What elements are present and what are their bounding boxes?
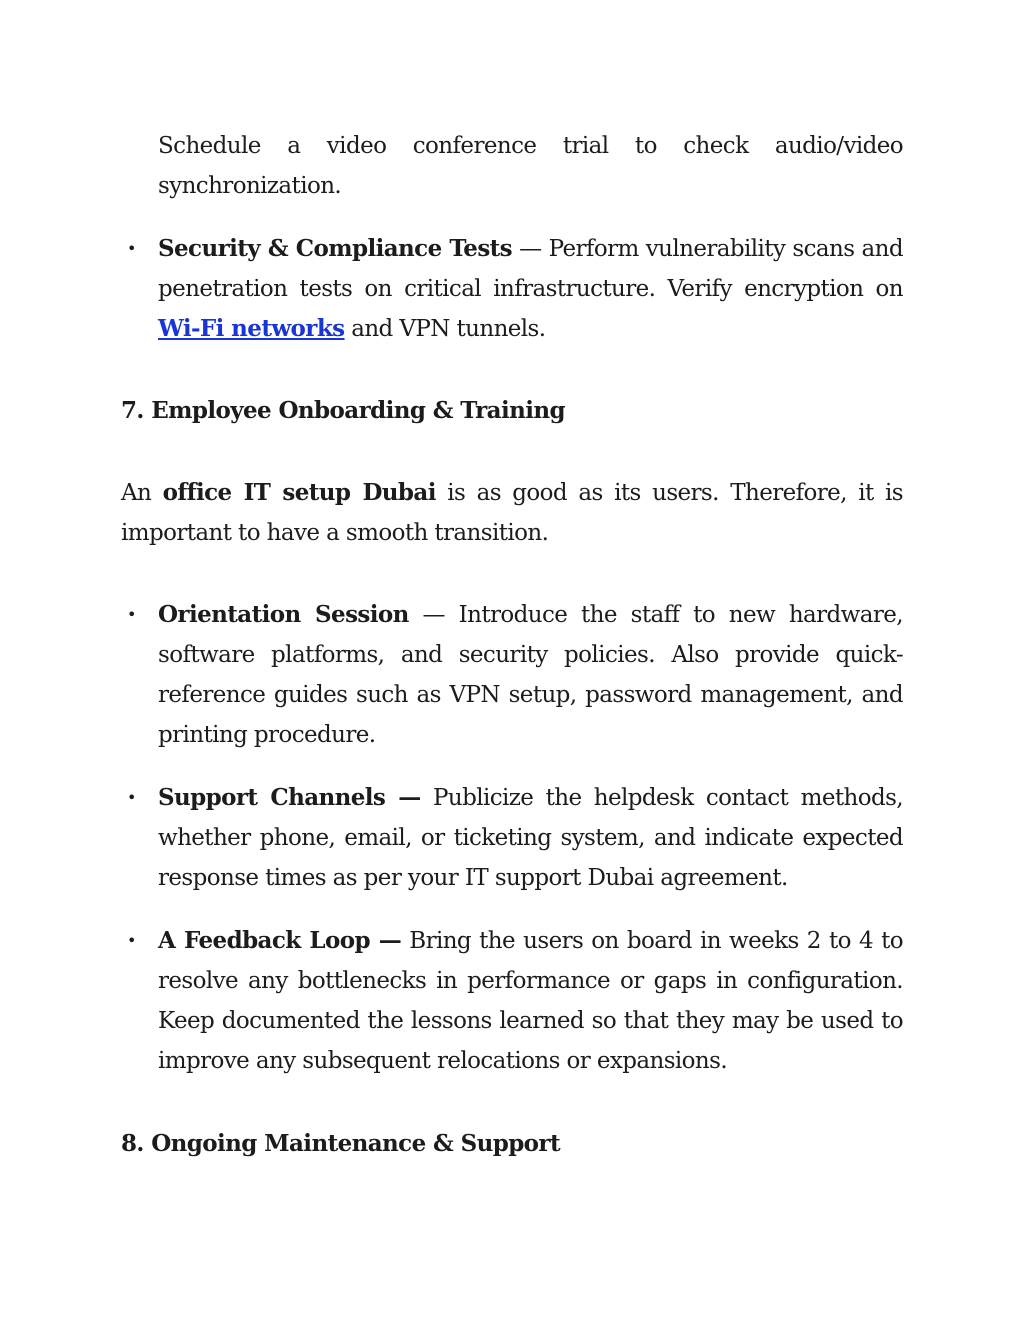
orientation-text: — Introduce the staff to new hardware, software platforms, and security policies. Also provide quick-reference guides such as VPN setup, password management, and printing procedure.	[158, 602, 903, 748]
list-item-feedback-loop	[121, 921, 903, 1081]
wifi-networks-link[interactable]: Wi-Fi networks	[158, 315, 345, 342]
security-title: Security & Compliance Tests	[158, 235, 513, 262]
intro-post: is as good as its users. Therefore, it is important to have a smooth transition.	[121, 480, 904, 546]
support-channels-text: Publicize the helpdesk contact methods, whether phone, email, or ticketing system, and indicate expected response times as per your IT support Dubai agreement.	[158, 785, 903, 891]
security-text-2: and VPN tunnels.	[344, 316, 546, 342]
security-list	[121, 229, 903, 349]
continued-paragraph: Schedule a video conference trial to check audio/video synchronization.	[158, 133, 903, 199]
onboarding-list	[121, 595, 903, 1081]
list-item-orientation	[121, 595, 903, 755]
list-item-security	[121, 229, 903, 349]
intro-pre: An	[121, 480, 163, 506]
list-item-support-channels	[121, 778, 903, 898]
orientation-title: Orientation Session	[158, 601, 409, 628]
section-heading-7: 7. Employee Onboarding & Training	[121, 397, 565, 424]
intro-paragraph	[121, 473, 903, 553]
security-text-1: — Perform vulnerability scans and penetration tests on critical infrastructure. Verify encryption on	[158, 236, 903, 302]
feedback-loop-text: Bring the users on board in weeks 2 to 4 to resolve any bottlenecks in performance or gaps in configuration. Keep documented the lessons learned so that they may be used to improve any subsequent relocations or expansions.	[158, 928, 903, 1074]
document-page	[121, 126, 903, 1164]
support-channels-title: Support Channels —	[158, 784, 421, 811]
section-heading-8: 8. Ongoing Maintenance & Support	[121, 1130, 560, 1157]
feedback-loop-title: A Feedback Loop —	[158, 927, 402, 954]
intro-bold: office IT setup Dubai	[162, 479, 436, 506]
